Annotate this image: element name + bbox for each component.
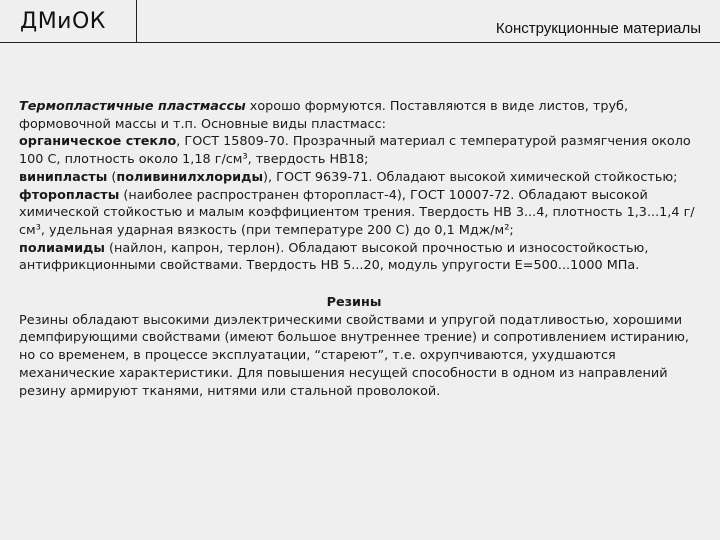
term-polyamides: полиамиды: [19, 240, 105, 256]
text-thermoplastics: хорошо формуются. Поставляются в виде листов, труб, формовочной массы и т.п. Основные виды пластмасс:: [19, 99, 629, 132]
course-logo: ДМиОК: [20, 9, 106, 34]
paragraph-thermoplastics: [19, 98, 709, 133]
slide-body: [19, 98, 709, 400]
term-fluoroplastics: фторопласты: [19, 187, 120, 203]
text-organic-glass: , ГОСТ 15809-70. Прозрачный материал с температурой размягчения около 100 С, плотность около 1,18 г/см³, твердость НВ18;: [19, 134, 691, 168]
paragraph-rubber: Резины обладают высокими диэлектрическими свойствами и упругой податливостью, хорошими демпфирующими свойствами (имеют большое внутреннее трение) и сопротивлением истиранию, но со временем, в процессе эксплуатации, “стареют”, т.е. охрупчиваются, ухудшаются механические характеристики. Для повышения несущей способности в одном из направлений резину армируют тканями, нитями или стальной проволокой.: [19, 312, 689, 399]
term-organic-glass: органическое стекло: [19, 134, 177, 150]
paragraph-polyamides: [19, 240, 709, 275]
term-thermoplastics: Термопластичные пластмассы: [19, 99, 246, 114]
header-logo-box: [0, 0, 137, 43]
text-fluoroplastics: (наиболее распространен фторопласт-4), ГОСТ 10007-72. Обладают высокой химической стойкостью и малым коэффициентом трения. Твердость НВ 3...4, плотность 1,3...1,4 г/см³, удельная ударная вязкость (при температуре 200 С) до 0,1 Мдж/м²;: [19, 187, 695, 238]
text-vinyl-plastics: ), ГОСТ 9639-71. Обладают высокой химической стойкостью;: [263, 169, 678, 185]
text-polyamides: (найлон, капрон, терлон). Обладают высокой прочностью и износостойкостью, антифрикционными свойствами. Твердость НВ 5...20, модуль упругости Е=500...1000 МПа.: [19, 240, 649, 274]
term-pvc: поливинилхлориды: [116, 169, 264, 185]
term-vinyl-plastics: винипласты: [19, 169, 108, 185]
section-title-rubber: Резины: [326, 295, 382, 311]
slide-title: Конструкционные материалы: [495, 20, 701, 37]
header-title-box: [136, 0, 720, 43]
paragraph-vinyl-plastics: винипласты (поливинилхлориды), ГОСТ 9639-71. Обладают высокой химической стойкостью;: [19, 169, 678, 185]
slide-header: [0, 0, 720, 46]
paragraph-fluoroplastics: [19, 187, 709, 240]
paragraph-organic-glass: [19, 133, 709, 168]
